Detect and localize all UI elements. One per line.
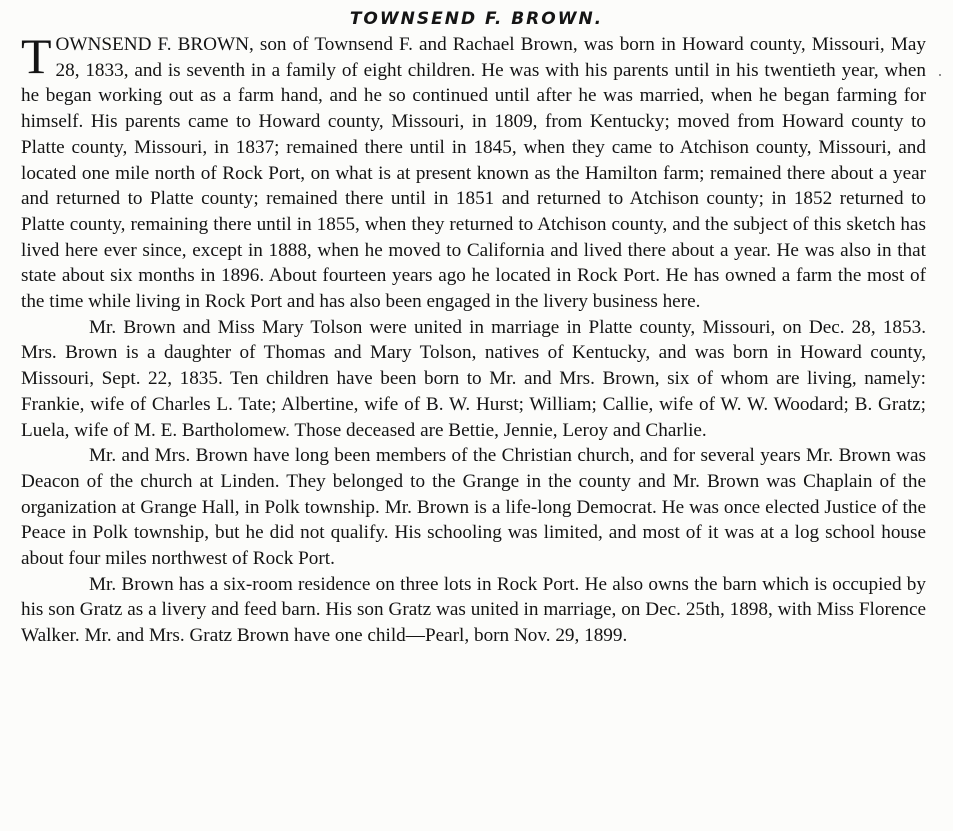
- paragraph-3: Mr. and Mrs. Brown have long been members of the Christian church, and for several years Mr. Brown was Deacon of the church at Linden. They belonged to the Grange in the county and Mr. Brown was Chaplain of the organization at Grange Hall, in Polk township. Mr. Brown is a life-long Democrat. He was once elected Justice of the Peace in Polk township, but he did not qualify. His schooling was limited, and most of it was at a log school house about four miles northwest of Rock Port.: [21, 445, 926, 570]
- paragraph-4: Mr. Brown has a six-room residence on three lots in Rock Port. He also owns the barn which is occupied by his son Gratz as a livery and feed barn. His son Gratz was united in marriage, on Dec. 25th, 1898, with Miss Florence Walker. Mr. and Mrs. Gratz Brown have one child—Pearl, born Nov. 29, 1899.: [21, 573, 926, 647]
- paragraph-2: Mr. Brown and Miss Mary Tolson were united in marriage in Platte county, Missouri, on Dec. 28, 1853. Mrs. Brown is a daughter of Thomas and Mary Tolson, natives of Kentucky, and was born in Howard county, Missouri, Sept. 22, 1835. Ten children have been born to Mr. and Mrs. Brown, six of whom are living, namely: Frankie, wife of Charles L. Tate; Albertine, wife of B. W. Hurst; William; Callie, wife of W. W. Woodard; B. Gratz; Luela, wife of M. E. Bartholomew. Those deceased are Bettie, Jennie, Leroy and Charlie.: [21, 316, 926, 441]
- article-body: [21, 28, 926, 649]
- paragraph-1-text: OWNSEND F. BROWN, son of Townsend F. and Rachael Brown, was born in Howard county, Missouri, May 28, 1833, and is seventh in a family of eight children. He was with his parents until in his twentieth year, when he began working out as a farm hand, and he so continued until after he was married, when he began farming for himself. His parents came to Howard county, Missouri, in 1809, from Kentucky; moved from Howard county to Platte county, Missouri, in 1837; remained there until in 1845, when they came to Atchison county, Missouri, and located one mile north of Rock Port, on what is at present known as the Hamilton farm; remained there about a year and returned to Platte county; remained there until in 1851 and returned to Atchison county; in 1852 returned to Platte county, remaining there until in 1855, when they returned to Atchison county, and the subject of this sketch has lived here ever since, except in 1888, when he moved to California and lived there about a year. He was also in that state about six months in 1896. About fourteen years ago he located in Rock Port. He has owned a farm the most of the time while living in Rock Port and has also been engaged in the livery business here.: [21, 34, 926, 313]
- article-title: TOWNSEND F. BROWN.: [349, 9, 604, 29]
- margin-speck: [939, 74, 941, 76]
- paragraph-1: [21, 28, 926, 315]
- drop-cap-letter: T: [21, 28, 52, 84]
